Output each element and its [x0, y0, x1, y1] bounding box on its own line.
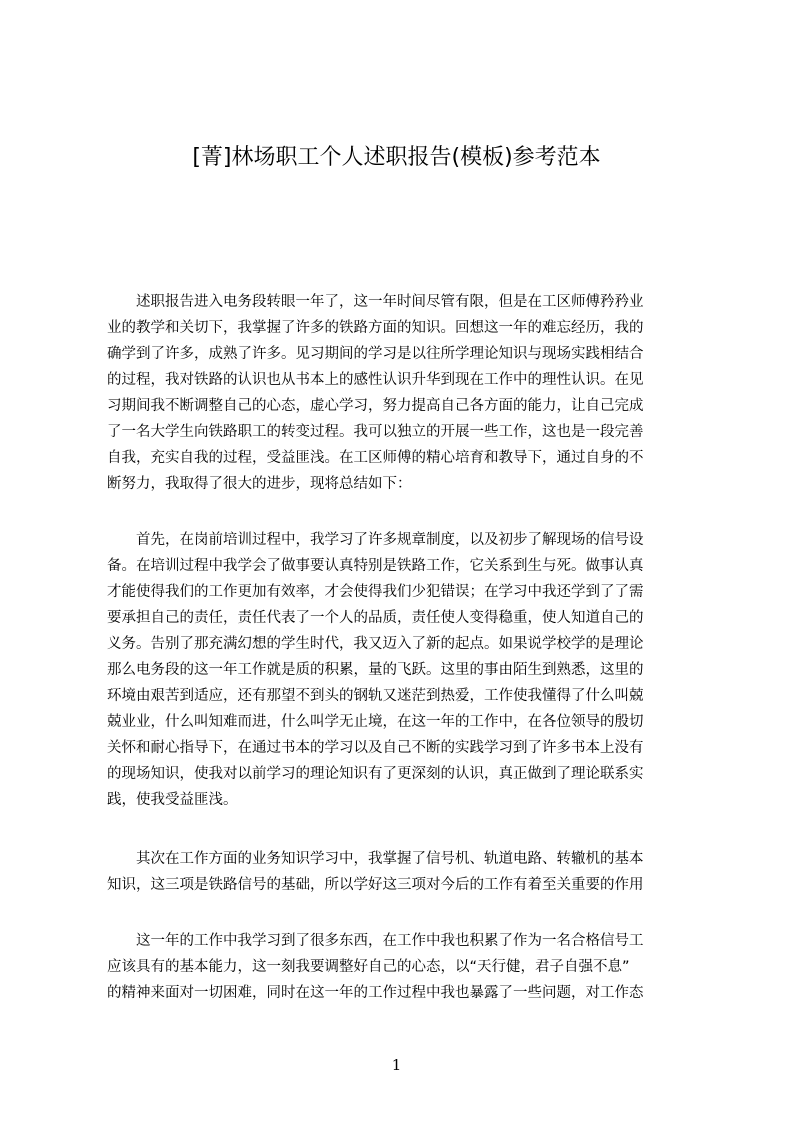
page-number: 1 [391, 1056, 402, 1074]
text-line: 了一名大学生向铁路职工的转变过程。我可以独立的开展一些工作，这也是一段完善 [107, 424, 644, 440]
text-line: 的过程，我对铁路的认识也从书本上的感性认识升华到现在工作中的理性认识。在见 [107, 372, 644, 388]
text-line: 业的教学和关切下，我掌握了许多的铁路方面的知识。回想这一年的难忘经历，我的 [107, 320, 644, 336]
text-line: 述职报告进入电务段转眼一年了，这一年时间尽管有限，但是在工区师傅矜矜业 [107, 294, 644, 310]
text-line: 环境由艰苦到适应，还有那望不到头的钢轨又迷茫到热爱，工作使我懂得了什么叫兢 [107, 688, 644, 704]
text-line: 义务。告别了那充满幻想的学生时代，我又迈入了新的起点。如果说学校学的是理论 [107, 636, 644, 652]
paragraph-4 [107, 928, 702, 1006]
text-line: 兢业业，什么叫知难而进，什么叫学无止境，在这一年的工作中，在各位领导的殷切 [107, 714, 644, 730]
text-line: 习期间我不断调整自己的心态，虚心学习，努力提高自己各方面的能力，让自己完成 [107, 398, 644, 414]
paragraph-3 [107, 846, 702, 898]
text-line: 践，使我受益匪浅。 [107, 792, 238, 808]
text-line: 这一年的工作中我学习到了很多东西，在工作中我也积累了作为一名合格信号工 [107, 933, 644, 949]
text-line: 的精神来面对一切困难，同时在这一年的工作过程中我也暴露了一些问题，对工作态 [107, 985, 644, 1001]
text-line: 首先，在岗前培训过程中，我学习了许多规章制度，以及初步了解现场的信号设 [107, 532, 644, 548]
paragraph-2 [107, 527, 702, 813]
text-line: 备。在培训过程中我学会了做事要认真特别是铁路工作，它关系到生与死。做事认真 [107, 558, 644, 574]
page-title: [菁]林场职工个人述职报告(模板)参考范本 [192, 145, 601, 170]
text-line: 自我，充实自我的过程，受益匪浅。在工区师傅的精心培育和教导下，通过自身的不 [107, 450, 644, 466]
text-line: 确学到了许多，成熟了许多。见习期间的学习是以往所学理论知识与现场实践相结合 [107, 346, 644, 362]
text-line: 知识，这三项是铁路信号的基础，所以学好这三项对今后的工作有着至关重要的作用 [107, 877, 644, 893]
text-line: 断努力，我取得了很大的进步，现将总结如下： [107, 476, 412, 492]
text-line: 关怀和耐心指导下，在通过书本的学习以及自己不断的实践学习到了许多书本上没有 [107, 740, 644, 756]
text-line: 才能使得我们的工作更加有效率，才会使得我们少犯错误；在学习中我还学到了了需 [107, 584, 644, 600]
paragraph-1 [107, 289, 702, 497]
text-line: 要承担自己的责任，责任代表了一个人的品质，责任使人变得稳重，使人知道自己的 [107, 610, 644, 626]
text-line: 那么电务段的这一年工作就是质的积累，量的飞跃。这里的事由陌生到熟悉，这里的 [107, 662, 644, 678]
text-line: 其次在工作方面的业务知识学习中，我掌握了信号机、轨道电路、转辙机的基本 [107, 851, 644, 867]
text-line: 应该具有的基本能力，这一刻我要调整好自己的心态，以“天行健，君子自强不息” [107, 959, 630, 975]
text-line: 的现场知识，使我对以前学习的理论知识有了更深刻的认识，真正做到了理论联系实 [107, 766, 644, 782]
